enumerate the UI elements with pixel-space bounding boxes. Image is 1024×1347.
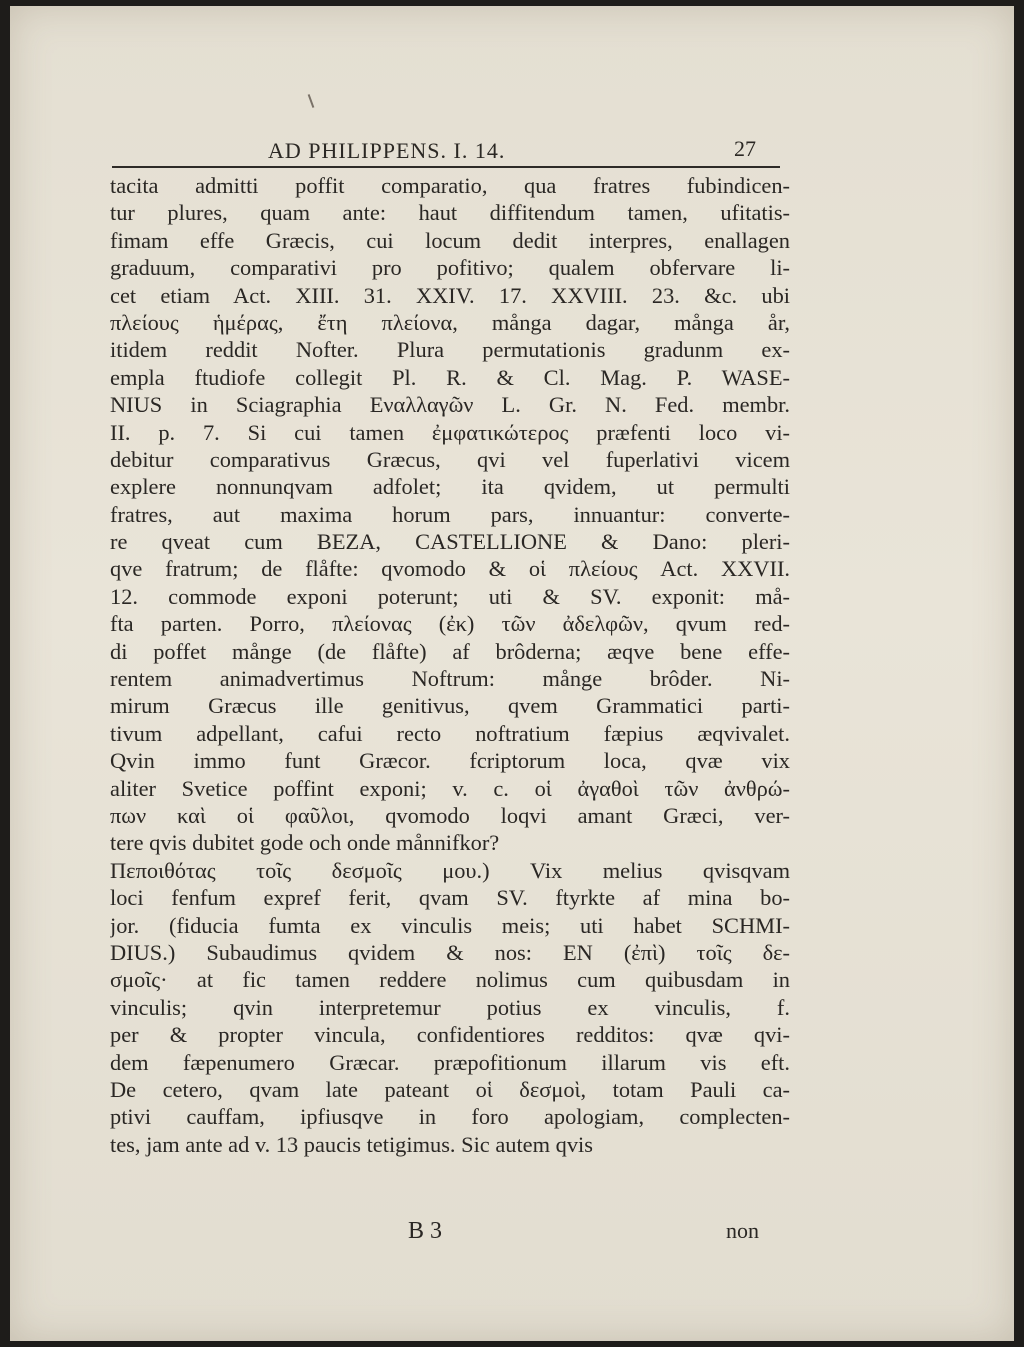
text-line: πλείους ἡμέρας, ἔτη πλείονα, många dagar, många år,: [110, 309, 790, 335]
signature-mark: B 3: [408, 1218, 443, 1244]
text-line: fimam effe Græcis, cui locum dedit interpres, enallagen: [110, 227, 790, 253]
text-line: rentem animadvertimus Noftrum: månge brôder. Ni-: [110, 666, 790, 692]
text-line: ptivi cauffam, ipfiusqve in foro apologiam, complecten-: [110, 1104, 790, 1130]
text-line: tivum adpellant, cafui recto noftratium fæpius æqvivalet.: [110, 720, 790, 746]
text-line: cet etiam Act. XIII. 31. XXIV. 17. XXVIII. 23. &c. ubi: [110, 282, 790, 308]
text-line: graduum, comparativi pro pofitivo; qualem obfervare li-: [110, 255, 790, 281]
text-line: πων καὶ οἱ φαῦλοι, qvomodo loqvi amant Græci, ver-: [110, 802, 790, 828]
page-number: 27: [734, 136, 756, 161]
text-line: De cetero, qvam late pateant οἱ δεσμοὶ, totam Pauli ca-: [110, 1076, 790, 1102]
text-line: tes, jam ante ad v. 13 paucis tetigimus. Sic autem qvis: [110, 1131, 593, 1157]
text-line: qve fratrum; de flåfte: qvomodo & οἱ πλείους Act. XXVII.: [110, 556, 790, 582]
text-line: aliter Svetice poffint exponi; v. c. οἱ ἀγαθοὶ τῶν ἀνθρώ-: [110, 775, 790, 801]
text-line: vinculis; qvin interpretemur potius ex vinculis, f.: [110, 994, 790, 1020]
text-line: NIUS in Sciagraphia Εναλλαγῶν L. Gr. N. Fed. membr.: [110, 392, 790, 418]
catchword: non: [726, 1218, 759, 1243]
running-head: AD PHILIPPENS. I. 14.: [268, 138, 506, 163]
text-line: itidem reddit Nofter. Plura permutationis gradunm ex-: [110, 337, 790, 363]
text-line: fratres, aut maxima horum pars, innuantur: converte-: [110, 501, 790, 527]
text-line: tacita admitti poffit comparatio, qua fratres fubindicen-: [110, 173, 790, 198]
text-line: loci fenfum expref ferit, qvam SV. ftyrkte af mina bo-: [110, 885, 790, 911]
text-line: tere qvis dubitet gode och onde månnifkor?: [110, 830, 500, 856]
text-line: 12. commode exponi poterunt; uti & SV. exponit: må-: [110, 583, 790, 609]
text-line: DIUS.) Subaudimus qvidem & nos: EN (ἐπὶ) τοῖς δε-: [110, 939, 790, 965]
text-line: debitur comparativus Græcus, qvi vel fuperlativi vicem: [110, 446, 790, 472]
text-line: jor. (fiducia fumta ex vinculis meis; uti habet SCHMI-: [110, 912, 790, 938]
text-line: per & propter vincula, confidentiores redditos: qvæ qvi-: [110, 1022, 790, 1048]
book-page: [10, 6, 1014, 1341]
text-line: dem fæpenumero Græcar. præpofitionum illarum vis eft.: [110, 1049, 790, 1075]
text-line: di poffet månge (de flåfte) af brôderna; æqve bene effe-: [110, 638, 790, 664]
text-line: σμοῖς· at fic tamen reddere nolimus cum quibusdam in: [110, 967, 790, 993]
ink-mark: [308, 94, 315, 108]
text-line: empla ftudiofe collegit Pl. R. & Cl. Mag. P. WASE-: [110, 364, 790, 390]
body-text: [110, 172, 790, 1158]
page-footer: [10, 1218, 1014, 1248]
text-line: tur plures, quam ante: haut diffitendum tamen, ufitatis-: [110, 200, 790, 226]
header-rule: [112, 166, 780, 168]
text-line: re qveat cum BEZA, CASTELLIONE & Dano: pleri-: [110, 529, 790, 555]
text-line: II. p. 7. Si cui tamen ἐμφατικώτερος præfenti loco vi-: [110, 419, 790, 445]
text-line: fta parten. Porro, πλείονας (ἐκ) τῶν ἀδελφῶν, qvum red-: [110, 611, 790, 637]
text-line: mirum Græcus ille genitivus, qvem Grammatici parti-: [110, 693, 790, 719]
text-line: Πεποιθότας τοῖς δεσμοῖς μου.) Vix melius qvisqvam: [110, 857, 790, 883]
text-line: Qvin immo funt Græcor. fcriptorum loca, qvæ vix: [110, 748, 790, 774]
text-line: explere nonnunqvam adfolet; ita qvidem, ut permulti: [110, 474, 790, 500]
